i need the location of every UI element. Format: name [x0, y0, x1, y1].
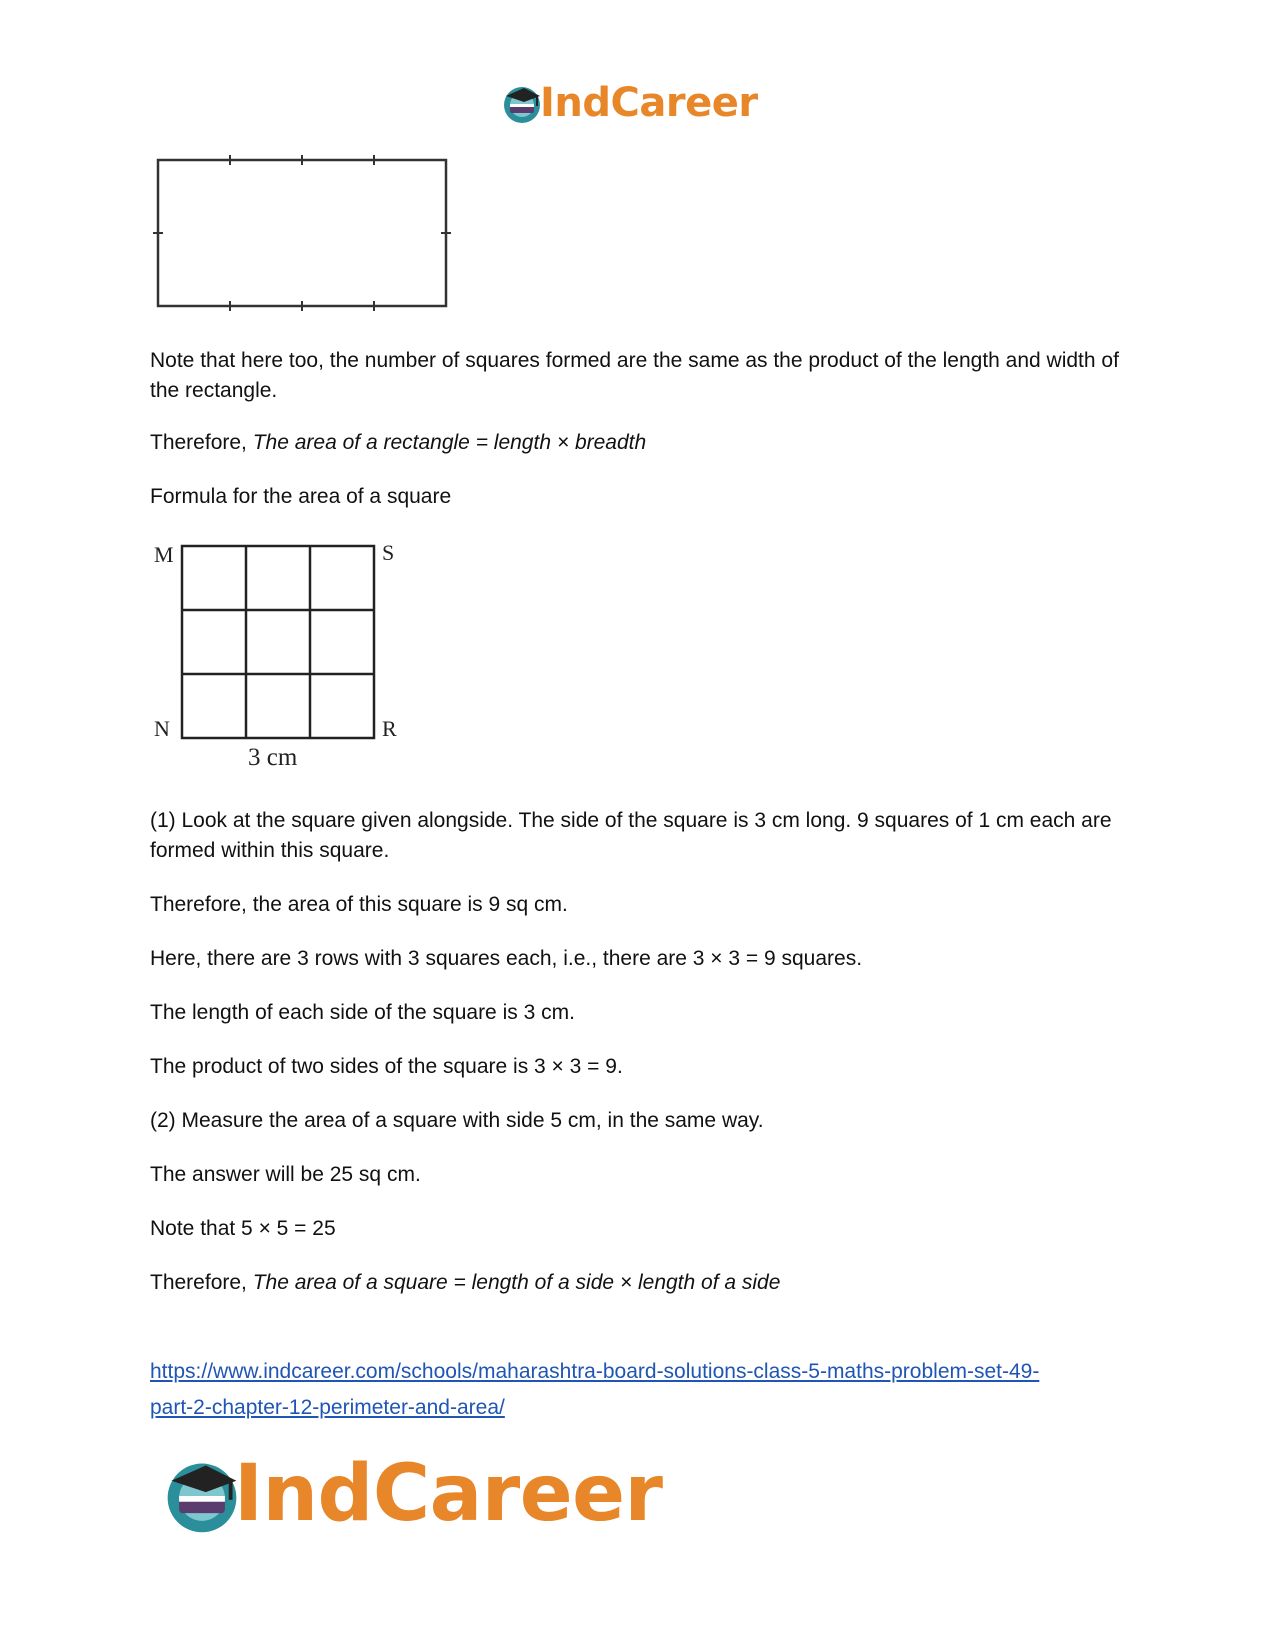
paragraph-square-heading: Formula for the area of a square — [150, 485, 452, 508]
header-logo — [500, 78, 780, 128]
paragraph-product: The product of two sides of the square is 3 × 3 = 9. — [150, 1055, 623, 1078]
vertex-label-r: R — [382, 716, 397, 741]
source-link-line-1[interactable]: https://www.indcareer.com/schools/maharashtra-board-solutions-class-5-maths-problem-set-49- — [150, 1360, 1040, 1383]
graduation-globe-icon — [160, 1454, 244, 1538]
paragraph-rows: Here, there are 3 rows with 3 squares each, i.e., there are 3 × 3 = 9 squares. — [150, 947, 863, 970]
source-link-line-2[interactable]: part-2-chapter-12-perimeter-and-area/ — [150, 1396, 505, 1419]
square-grid — [180, 544, 380, 744]
vertex-label-s: S — [382, 540, 395, 565]
formula-prefix: Therefore, — [150, 1271, 253, 1294]
vertex-label-n: N — [154, 716, 170, 741]
graduation-globe-icon — [500, 82, 544, 126]
vertex-label-m: M — [154, 542, 174, 567]
square-grid-figure — [150, 540, 410, 780]
paragraph-square-explanation: (1) Look at the square given alongside. The side of the square is 3 cm long. 9 squares of 1 cm each are formed within this square. — [150, 809, 1112, 862]
paragraph-square-area: Therefore, the area of this square is 9 sq cm. — [150, 893, 568, 916]
footer-logo — [160, 1450, 720, 1542]
paragraph-answer: The answer will be 25 sq cm. — [150, 1163, 421, 1186]
footer-logo-text: IndCareer — [234, 1449, 663, 1539]
paragraph-measure: (2) Measure the area of a square with side 5 cm, in the same way. — [150, 1109, 764, 1132]
rectangle-area-formula: The area of a rectangle = length × breadth — [252, 431, 647, 454]
paragraph-note-product: Note that 5 × 5 = 25 — [150, 1217, 336, 1240]
paragraph-square-formula — [150, 1268, 1130, 1298]
paragraph-rectangle-formula — [150, 428, 1130, 458]
source-link[interactable] — [150, 1354, 1150, 1426]
square-area-formula: The area of a square = length of a side × length of a side — [252, 1271, 781, 1294]
paragraph-note-rectangle: Note that here too, the number of squares formed are the same as the product of the length and width of the rectangle. — [150, 349, 1119, 402]
formula-prefix: Therefore, — [150, 431, 253, 454]
paragraph-side-length: The length of each side of the square is 3 cm. — [150, 1001, 575, 1024]
side-length-label: 3 cm — [248, 744, 298, 771]
header-logo-text: IndCareer — [540, 80, 758, 126]
rectangle-figure — [150, 152, 460, 312]
